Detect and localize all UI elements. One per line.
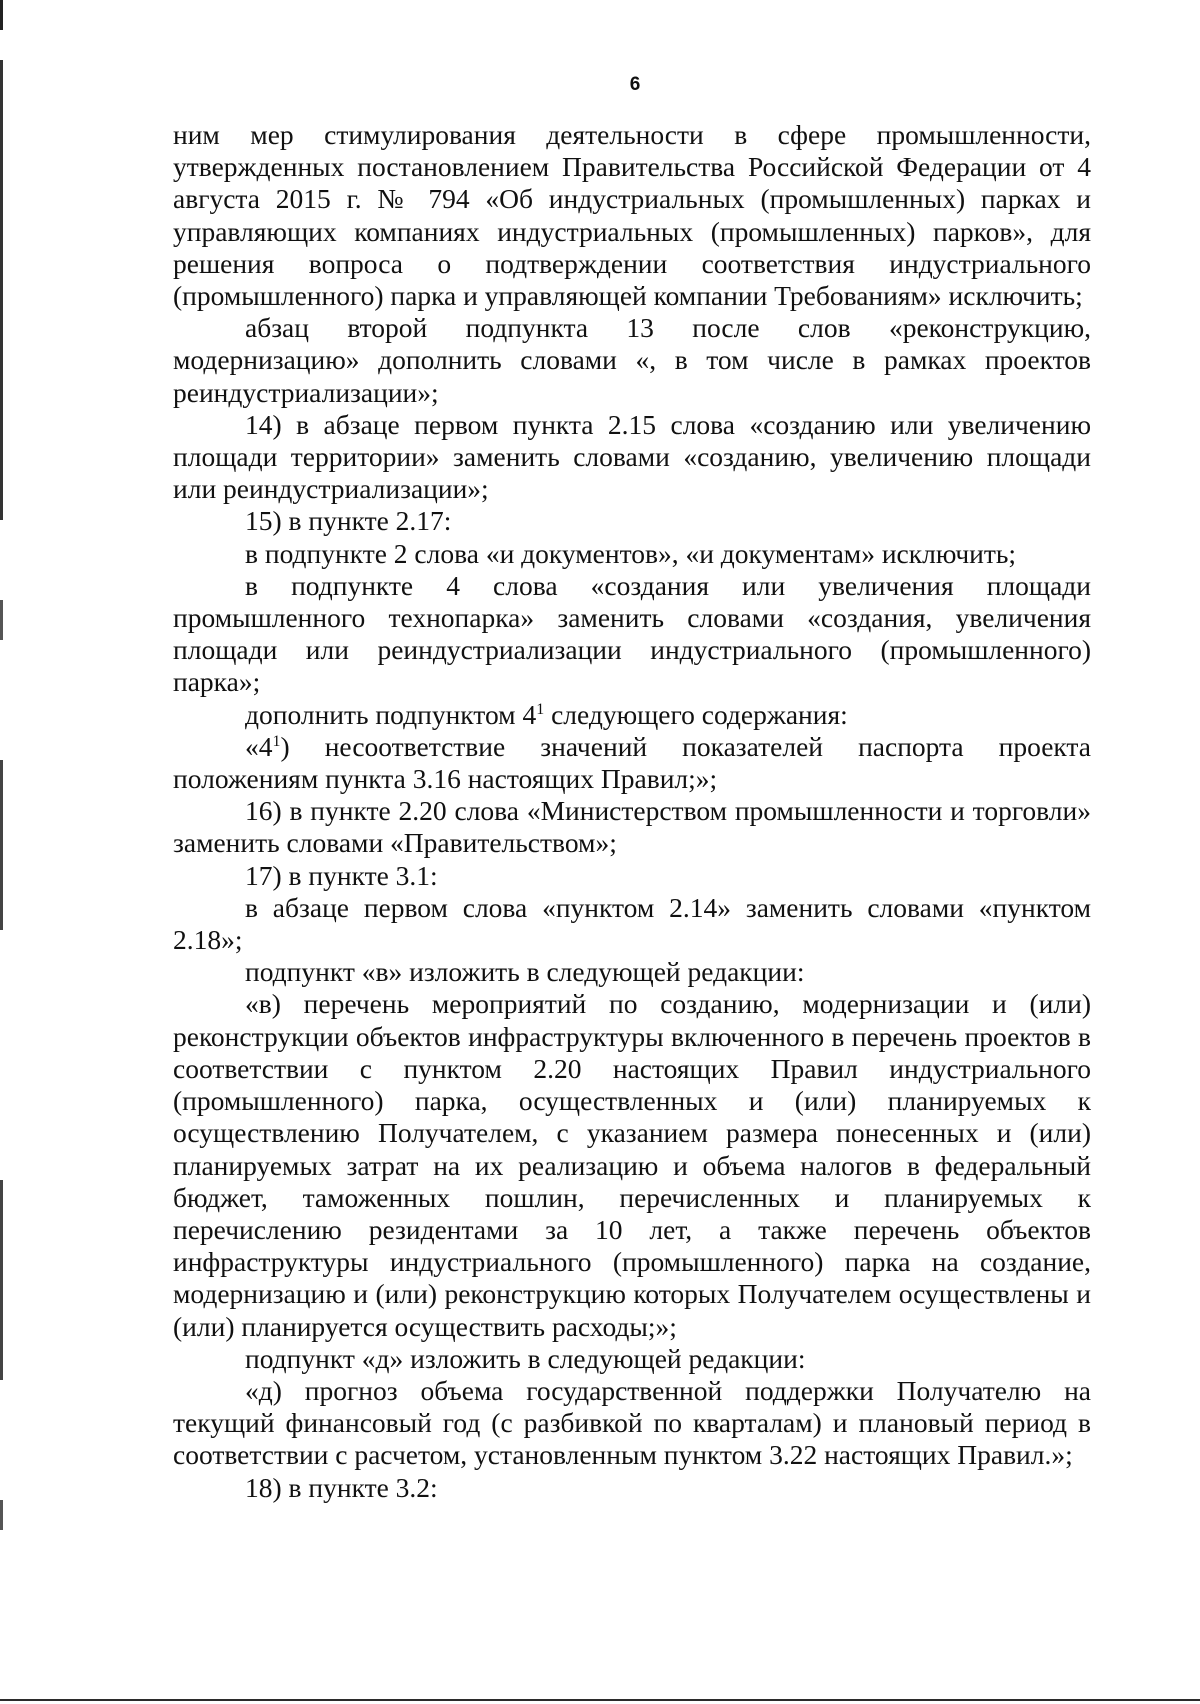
scan-edge-artifact (0, 0, 3, 1704)
paragraph: 14) в абзаце первом пункта 2.15 слова «созданию или увеличению площади территории» заменить словами «созданию, увеличению площади или реиндустриализации»; (173, 408, 1091, 505)
paragraph: 15) в пункте 2.17: (245, 505, 452, 537)
paragraph: в подпункте 2 слова «и документов», «и документам» исключить; (245, 537, 1017, 569)
text-run: дополнить подпунктом 4 (245, 698, 537, 730)
paragraph (173, 699, 1091, 731)
paragraph: «в) перечень мероприятий по созданию, модернизации и (или) реконструкции объектов инфраструктуры включенного в перечень проектов в соответствии с пунктом 2.20 настоящих Правил индустриального (промышленного) парка, осуществленных и (или) планируемых к осуществлению Получателем, с указанием размера понесенных и (или) планируемых затрат на их реализацию и объема налогов в федеральный бюджет, таможенных пошлин, перечисленных и планируемых к перечислению резидентами за 10 лет, а также перечень объектов инфраструктуры индустриального (промышленного) парка на создание, модернизацию и (или) реконструкцию которых Получателем осуществлены и (или) планируется осуществить расходы;»; (173, 988, 1091, 1342)
document-body (173, 119, 1091, 1504)
paragraph: абзац второй подпункта 13 после слов «реконструкцию, модернизацию» дополнить словами «, в том числе в рамках проектов реиндустриализации»; (173, 312, 1091, 408)
paragraph: подпункт «д» изложить в следующей редакции: (245, 1342, 806, 1374)
text-run: ) несоответствие значений показателей паспорта проекта положениям пункта 3.16 настоящих Правил;»; (173, 730, 1091, 795)
paragraph: в подпункте 4 слова «создания или увеличения площади промышленного технопарка» заменить словами «создания, увеличения площади или реиндустриализации индустриального (промышленного) парка»; (173, 569, 1091, 698)
paragraph (173, 731, 1091, 795)
paragraph: подпункт «в» изложить в следующей редакции: (245, 956, 805, 988)
superscript: 1 (536, 700, 545, 718)
superscript: 1 (272, 732, 281, 750)
page-number: 6 (629, 74, 641, 95)
paragraph: «д) прогноз объема государственной поддержки Получателю на текущий финансовый год (с разбивкой по кварталам) и плановый период в соответствии с расчетом, установленным пунктом 3.22 настоящих Правил.»; (173, 1374, 1091, 1471)
scan-bottom-edge (0, 1699, 1200, 1701)
paragraph: ним мер стимулирования деятельности в сфере промышленности, утвержденных постановлением Правительства Российской Федерации от 4 августа 2015 г. № 794 «Об индустриальных (промышленных) парках и управляющих компаниях индустриальных (промышленных) парков», для решения вопроса о подтверждении соответствия индустриального (промышленного) парка и управляющей компании Требованиям» исключить; (173, 119, 1091, 312)
paragraph: в абзаце первом слова «пунктом 2.14» заменить словами «пунктом 2.18»; (173, 891, 1091, 956)
text-run: «4 (245, 730, 273, 762)
paragraph: 18) в пункте 3.2: (245, 1471, 438, 1503)
paragraph: 16) в пункте 2.20 слова «Министерством промышленности и торговли» заменить словами «Правительством»; (173, 795, 1091, 859)
paragraph: 17) в пункте 3.1: (245, 859, 438, 891)
text-run: следующего содержания: (544, 698, 848, 730)
